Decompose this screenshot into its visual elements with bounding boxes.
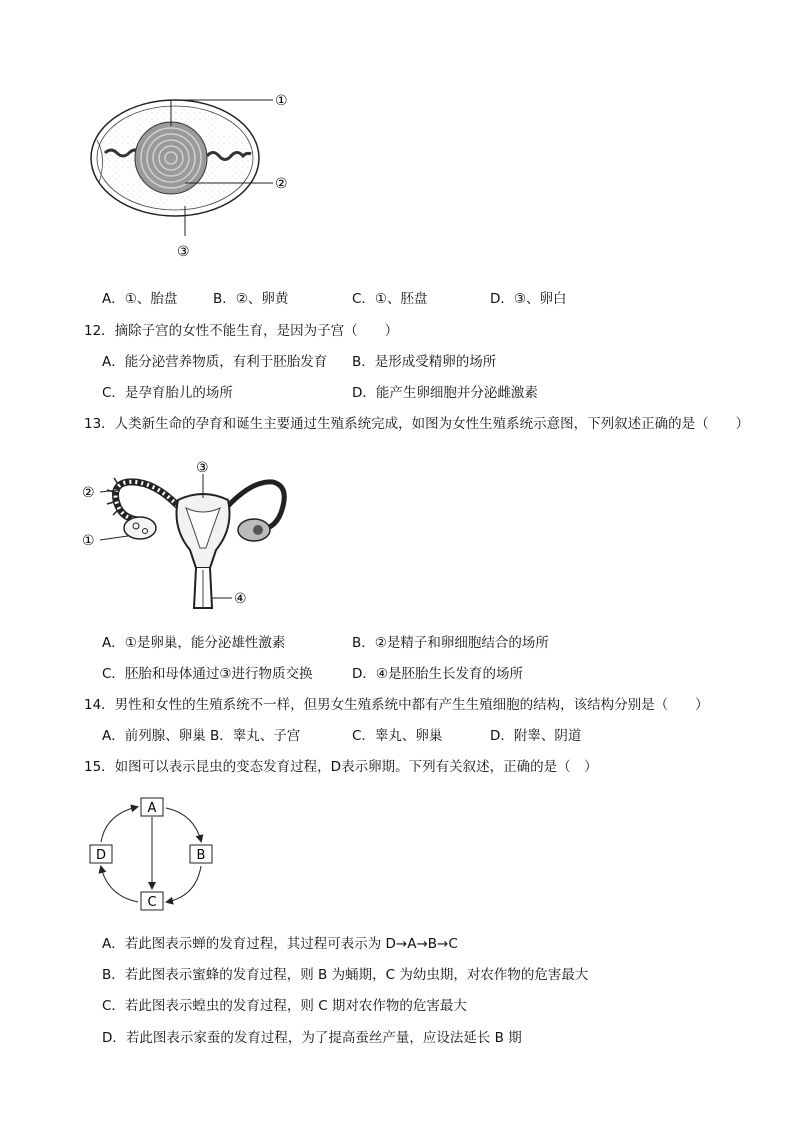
stage-label-a: A [147,801,157,816]
egg-label-1: ① [275,93,288,109]
q11-option-d[interactable]: D．③、卵白 [490,291,567,307]
q12-option-c[interactable]: C．是孕育胎儿的场所 [102,385,233,401]
q12-stem: 12．摘除子宫的女性不能生育，是因为子宫（ ） [84,323,399,339]
q12-option-d[interactable]: D．能产生卵细胞并分泌雌激素 [352,385,538,401]
q13-stem: 13．人类新生命的孕育和诞生主要通过生殖系统完成，如图为女性生殖系统示意图，下列叙述正确的是（ ） [84,416,750,432]
stage-label-c: C [147,895,157,910]
q13-option-b[interactable]: B．②是精子和卵细胞结合的场所 [352,635,549,651]
q13-option-d[interactable]: D．④是胚胎生长发育的场所 [352,666,523,682]
egg-structure-figure [85,88,305,263]
q14-stem: 14．男性和女性的生殖系统不一样，但男女生殖系统中都有产生生殖细胞的结构，该结构分别是（ ） [84,697,709,713]
ovary-left [124,517,156,539]
q11-option-a[interactable]: A．①、胎盘 [102,291,178,307]
uterus-fig-label-4: ④ [234,591,247,607]
q13-option-a[interactable]: A．①是卵巢，能分泌雄性激素 [102,635,286,651]
arrow-b-to-c [167,866,201,902]
q12-option-b[interactable]: B．是形成受精卵的场所 [352,354,497,370]
q15-option-a[interactable]: A．若此图表示蝉的发育过程，其过程可表示为 D→A→B→C [102,936,458,952]
q14-option-ab[interactable]: A．前列腺、卵巢 B．睾丸、子宫 [102,728,301,744]
fallopian-tube-left [116,482,179,520]
arrow-c-to-d [101,867,138,902]
uterus-fig-label-1: ① [82,533,95,549]
stage-label-d: D [95,848,107,863]
q15-option-c[interactable]: C．若此图表示蝗虫的发育过程，则 C 期对农作物的危害最大 [102,998,467,1014]
q11-option-b[interactable]: B．②、卵黄 [213,291,289,307]
egg-label-3: ③ [177,244,190,260]
insect-development-cycle-figure [84,794,224,916]
q11-option-c[interactable]: C．①、胚盘 [352,291,428,307]
arrow-a-to-b [166,808,201,841]
q12-option-a[interactable]: A．能分泌营养物质，有利于胚胎发育 [102,354,328,370]
q15-option-d[interactable]: D．若此图表示家蚕的发育过程，为了提高蚕丝产量，应设法延长 B 期 [102,1030,522,1046]
uterus-fig-label-2: ② [82,485,95,501]
female-reproductive-system-figure [78,458,308,616]
q15-option-b[interactable]: B．若此图表示蜜蜂的发育过程，则 B 为蛹期，C 为幼虫期，对农作物的危害最大 [102,967,589,983]
stage-label-b: B [196,848,206,863]
uterus-fig-label-3: ③ [196,460,209,476]
q13-option-c[interactable]: C．胚胎和母体通过③进行物质交换 [102,666,313,682]
q14-option-d[interactable]: D．附睾、阴道 [490,728,582,744]
egg-label-2: ② [275,176,288,192]
q14-option-c[interactable]: C．睾丸、卵巢 [352,728,443,744]
q15-stem: 15．如图可以表示昆虫的变态发育过程，D表示卵期。下列有关叙述，正确的是（ ） [84,759,598,775]
arrow-d-to-a [101,807,137,842]
